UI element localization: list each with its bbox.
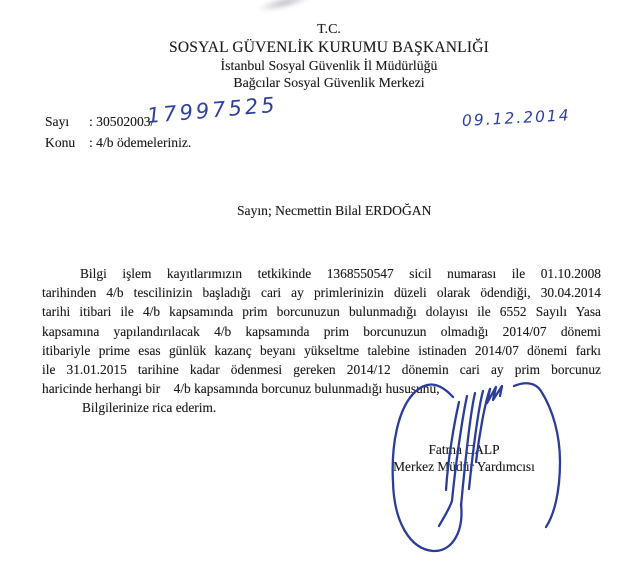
signer-title: Merkez Müdür Yardımcısı [393,459,535,474]
letterhead-republic-abbrev: T.C. [317,22,341,37]
body-line: ile 31.01.2015 tarihine kadar ödenmesi gereken 2014/12 dönemin cari ay prim borcunuz [42,362,601,378]
scan-smudge-artifact [255,0,314,16]
letterhead-provincial-directorate: İstanbul Sosyal Güvenlik İl Müdürlüğü [220,58,438,73]
recipient-line: Sayın; Necmettin Bilal ERDOĞAN [237,203,432,218]
signature-block [354,441,574,475]
document-number-value: : 30502003/ [89,114,155,129]
signer-name: Fatma CALP [428,442,500,457]
body-line: tarihinden 4/b tescilinizin başladığı cari ay primlerinizin düzeli olarak ödendiği, 30.04.2014 [42,285,601,301]
subject-label: Konu [45,135,76,150]
body-line: Bilgi işlem kayıtlarımızın tetkikinde 1368550547 sicil numarası ile 01.10.2008 [80,266,601,281]
letterhead-institution-name: SOSYAL GÜVENLİK KURUMU BAŞKANLIĞI [169,39,489,56]
closing-line: Bilgilerinize rica ederim. [82,400,217,416]
body-line: tarihi itibari ile 4/b kapsamında prim borcunuzun bulunmadığı dolayısı ile 6552 Sayılı Yasa [42,304,601,320]
document-number-label: Sayı [45,114,70,129]
letter-body [42,264,601,418]
subject-line [45,132,191,153]
body-line: haricinde herhangi bir 4/b kapsamında borcunuz bulunmadığı hususunu, [42,381,440,397]
handwritten-document-number: 17997525 [145,92,279,128]
letterhead-local-center: Bağcılar Sosyal Güvenlik Merkezi [233,75,425,90]
letterhead [14,21,630,91]
body-line: itibariyle prime esas günlük kazanç beyanı yükseltme talebine istinaden 2014/07 dönemi farkı [42,342,601,358]
body-line: kapsamına yapılandırılacak 4/b kapsamında prim borcunuzun olmadığı 2014/07 dönemi [42,323,601,339]
handwritten-date: 09.12.2014 [461,106,572,130]
subject-value: : 4/b ödemeleriniz. [89,135,192,150]
